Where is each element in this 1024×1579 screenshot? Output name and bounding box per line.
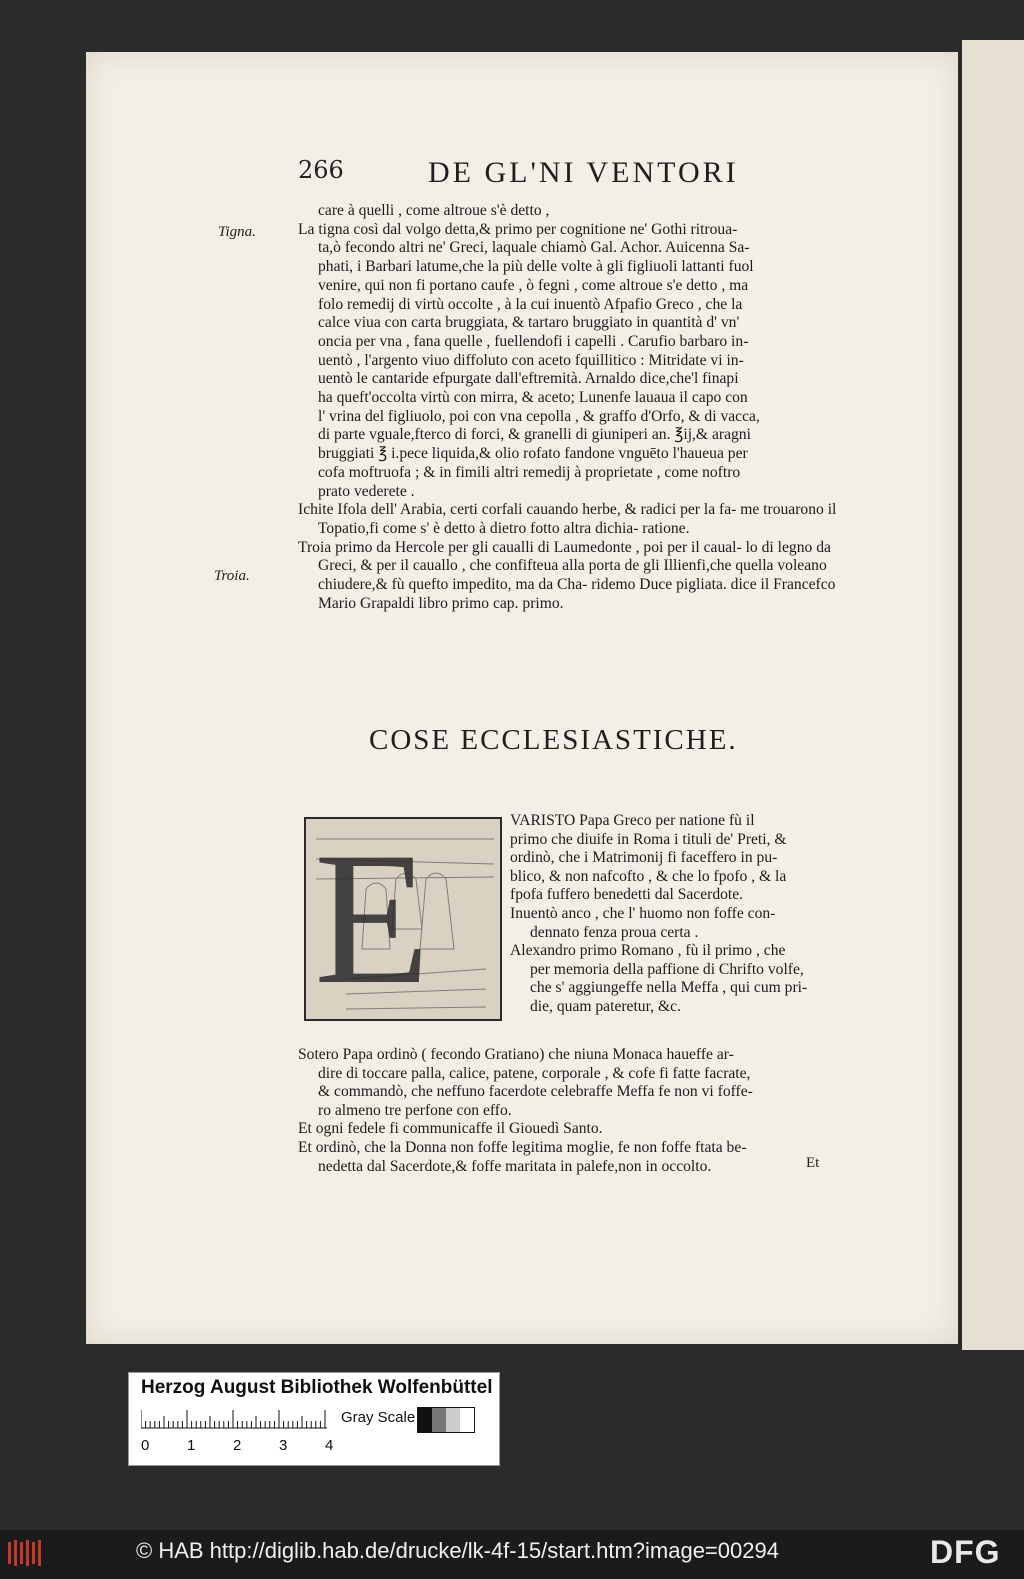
ruler-number: 4 — [325, 1437, 334, 1454]
text-line: Sotero Papa ordinò ( fecondo Gratiano) che niuna Monaca haueffe ar- — [298, 1046, 734, 1063]
ruler-numbers — [141, 1437, 371, 1454]
text-line: ro almeno tre perfone con effo. — [318, 1101, 512, 1119]
running-head: DE GL'NI VENTORI — [428, 156, 739, 189]
lower-text — [298, 1046, 858, 1176]
ruler-scale — [141, 1409, 331, 1429]
text-line: ha queft'occolta virtù con mirra, & aceto; Lunenfe lauaua il capo con — [318, 389, 748, 407]
text-line: uentò , l'argento viuo diffoluto con aceto fquillitico : Mitridate vi in- — [318, 351, 744, 369]
library-name: Herzog August Bibliothek Wolfenbüttel — [141, 1377, 493, 1398]
text-line: l' vrina del figliuolo, poi con vna cepolla , & graffo d'Orfo, & di vacca, — [318, 407, 760, 425]
text-line: di parte vguale,fterco di forci, & granelli di giuniperi an. ℥ij,& aragni — [318, 426, 751, 444]
credit-link[interactable]: © HAB http://diglib.hab.de/drucke/lk-4f-15/start.htm?image=00294 — [136, 1538, 779, 1563]
ruler-number: 3 — [279, 1437, 288, 1454]
text-line: bruggiati ℥ i.pece liquida,& olio rofato fandone vnguēto l'haueua per — [318, 445, 748, 463]
text-line: fpofa fuffero benedetti dal Sacerdote. — [510, 886, 744, 904]
woodcut-initial — [304, 817, 502, 1021]
text-line: prato vederete . — [318, 482, 415, 500]
ruler-number: 1 — [187, 1437, 196, 1454]
troia-paragraph: Troia primo da Hercole per gli caualli di Laumedonte , poi per il caual- lo di legno da Greci, & per il cauallo , che confifteua alla porta de gli Illienfi,che quella voleano chiudere,& fù quefto impedito, ma da Cha- ridemo Duce pigliata. dice il Francefco Mario Grapaldi libro primo cap. primo. — [298, 538, 836, 612]
text-line: cofa moftruofa ; & in fimili altri remedij à proprietate , come noftro — [318, 463, 741, 481]
text-line: blico, & non nafcofto , & che lo fpofo , & la — [510, 867, 787, 885]
text-line: Inuentò anco , che l' huomo non foffe con- — [510, 904, 776, 922]
text-line: phati, i Barbari latume,che la più delle volte à gli figliuoli lattanti fuol — [318, 258, 754, 276]
text-line: nedetta dal Sacerdote,& foffe maritata in palefe,non in occolto. — [318, 1157, 712, 1175]
text-line: ta,ò fecondo altri ne' Greci, laquale chiamò Gal. Achor. Auicenna Sa- — [318, 239, 750, 257]
text-line: Alexandro primo Romano , fù il primo , che — [510, 942, 786, 960]
text-line: ordinò, che i Matrimonij fi faceffero in pu- — [510, 849, 778, 867]
ichite-paragraph: Ichite Ifola dell' Arabia, certi corfali cauando herbe, & radici per la fa- me trouarono il Topatio,fi come s' è detto à dietro fotto altra dichia- ratione. — [298, 501, 837, 537]
text-line: folo remedij di virtù occolte , à la cui inuentò Afpafio Greco , che la — [318, 295, 743, 313]
text-line: care à quelli , come altroue s'è detto , — [318, 202, 550, 219]
text-line: VARISTO Papa Greco per natione fù il — [510, 812, 755, 829]
footer-bar — [0, 1530, 1024, 1579]
text-line: venire, qui non fi portano caufe , ò fegni , come altroue s'e detto , ma — [318, 276, 749, 294]
book-page — [86, 52, 958, 1344]
text-line: che s' aggiungeffe nella Meffa , qui cum pri- — [530, 979, 808, 997]
section-title: COSE ECCLESIASTICHE. — [369, 724, 738, 756]
catchword: Et — [806, 1155, 820, 1171]
dfg-logo: DFG — [930, 1534, 1001, 1570]
text-beside-initial — [510, 812, 850, 1017]
text-line: oncia per vna , fana quelle , fuellendofi i capelli . Carufio barbaro in- — [318, 332, 749, 350]
text-line: primo che diuife in Roma i tituli de' Preti, & — [510, 830, 787, 848]
body-text — [298, 202, 848, 613]
margin-note-troia: Troia. — [214, 568, 250, 584]
page-number: 266 — [298, 156, 344, 184]
page-header — [298, 156, 858, 196]
ruler-number: 0 — [141, 1437, 150, 1454]
text-line: die, quam pateretur, &c. — [530, 997, 681, 1015]
text-line: La tigna così dal volgo detta,& primo per cognitione ne' Gothi ritroua- — [298, 220, 738, 238]
grayscale-label: Gray Scale — [341, 1409, 416, 1426]
text-line: dennato fenza proua certa . — [530, 923, 699, 941]
text-line: & commandò, che neffuno facerdote celebraffe Meffa fe non vi foffe- — [318, 1083, 753, 1101]
grayscale-swatch — [417, 1407, 475, 1433]
text-line: uentò le cantaride efpurgate dall'eftremità. Arnaldo dice,che'l finapi — [318, 370, 739, 388]
facing-page-edge — [962, 40, 1024, 1350]
margin-note-tigna: Tigna. — [218, 224, 256, 240]
text-line: dire di toccare palla, calice, patene, corporale , & cofe fi fatte facrate, — [318, 1064, 751, 1082]
text-line: Et ordinò, che la Donna non foffe legitima moglie, fe non foffe ftata be- — [298, 1138, 747, 1156]
text-line: calce viua con carta bruggiata, & tartaro bruggiato in quantità d' vn' — [318, 314, 740, 332]
text-line: Et ogni fedele fi communicaffe il Giouedì Santo. — [298, 1120, 603, 1138]
initial-letter: E — [314, 817, 431, 1021]
ruler-number: 2 — [233, 1437, 242, 1454]
text-line: per memoria della paffione di Chrifto volfe, — [530, 960, 804, 978]
library-scale-label — [128, 1372, 500, 1466]
hab-logo-icon — [8, 1538, 42, 1568]
